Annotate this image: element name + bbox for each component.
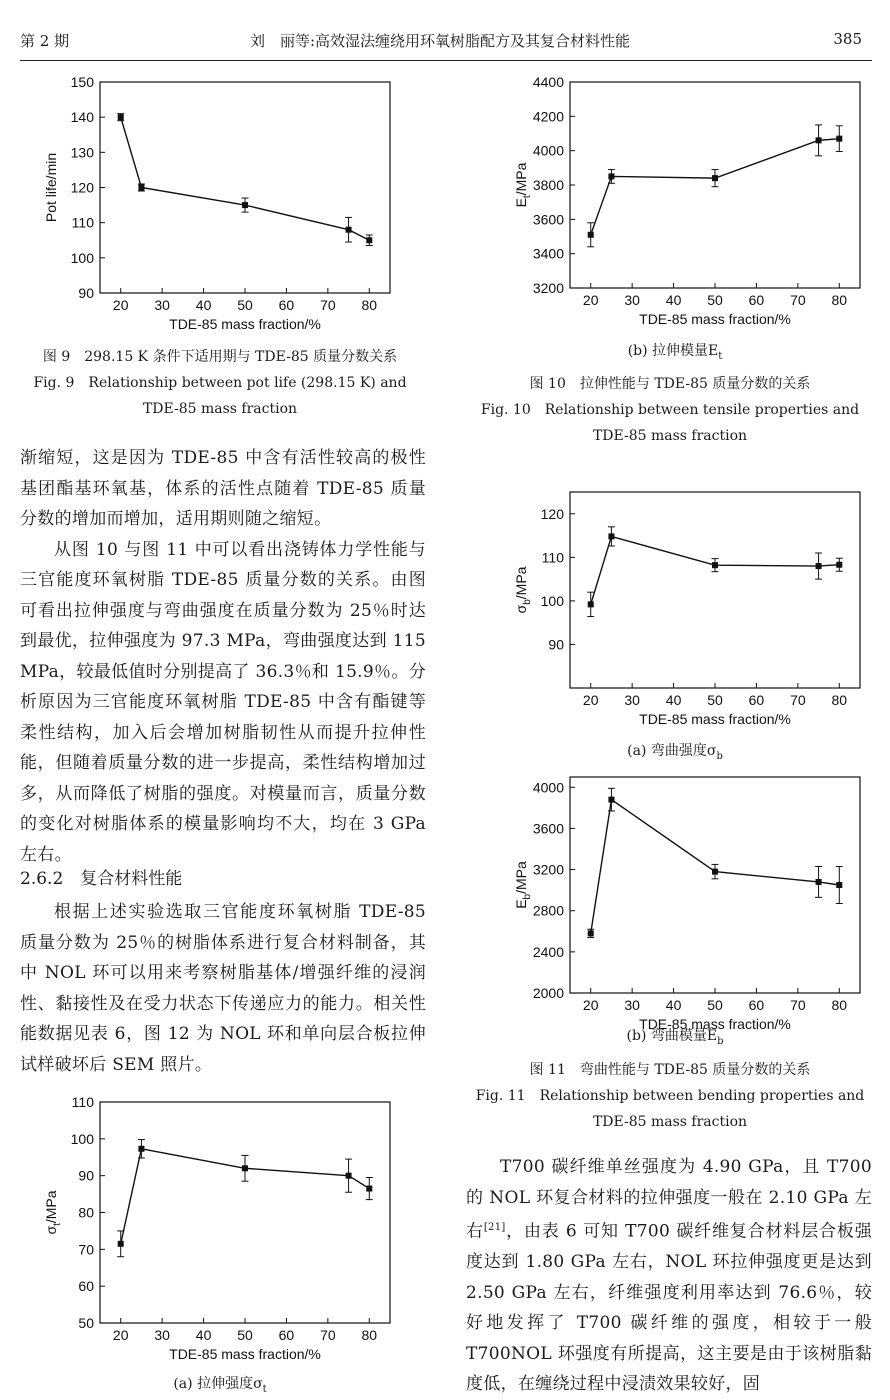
- x-tick-label: 50: [237, 1327, 253, 1343]
- fig11a-svg: [470, 480, 870, 740]
- header-rule: [20, 60, 872, 61]
- y-tick-label: 4400: [532, 74, 564, 90]
- fig9-caption-en-2: TDE-85 mass fraction: [142, 401, 298, 417]
- y-tick-label: 3600: [532, 211, 564, 228]
- x-tick-label: 50: [707, 292, 723, 308]
- y-tick-label: 80: [78, 1204, 94, 1221]
- y-tick-label: 50: [78, 1315, 94, 1331]
- x-tick-label: 70: [320, 1327, 336, 1343]
- data-point: [242, 202, 248, 208]
- data-point: [712, 869, 718, 875]
- x-tick-label: 20: [582, 997, 599, 1013]
- data-point: [712, 175, 718, 181]
- x-tick-label: 20: [112, 297, 129, 313]
- y-tick-label: 120: [70, 179, 94, 196]
- plot-frame: [570, 777, 860, 993]
- x-tick-label: 40: [665, 692, 682, 708]
- y-tick-label: 140: [70, 109, 94, 126]
- fig10-caption-cn: 图 10 拉伸性能与 TDE-85 质量分数的关系: [529, 376, 811, 392]
- y-tick-label: 100: [70, 249, 94, 266]
- x-tick-label: 30: [624, 997, 640, 1013]
- fig10a-svg: [0, 1090, 400, 1375]
- y-tick-label: 4200: [532, 108, 564, 125]
- x-tick-label: 40: [195, 297, 212, 313]
- fig11a-chart: [470, 480, 870, 740]
- y-tick-label: 100: [70, 1130, 94, 1147]
- paragraph-2: 从图 10 与图 11 中可以看出浇铸体力学性能与三官能度环氧树脂 TDE-85 质量分数的关系。由图可看出拉伸强度与弯曲强度在质量分数为 25％时达到最优，拉伸强度为 97.3 MPa，弯曲强度达到 115 MPa，较最低值时分别提高了 36.3％和 15.9％。分析原因为三官能度环氧树脂 TDE-85 中含有酯键等柔性结构，加入后会增加树脂韧性从而提升拉伸性能，但随着质量分数的进一步提高，柔性结构增加过多，从而降低了树脂的强度。对模量而言，质量分数的变化对树脂体系的模量影响均不大，均在 3 GPa 左右。: [20, 539, 426, 865]
- paragraph-3: 根据上述实验选取三官能度环氧树脂 TDE-85 质量分数为 25％的树脂体系进行复合材料制备，其中 NOL 环可以用来考察树脂基体/增强纤维的浸润性、黏接性及在受力状态下传递应力的能力。相关性能数据见表 6，图 12 为 NOL 环和单向层合板拉伸试样破坏后 SEM 照片。: [20, 902, 426, 1075]
- paragraph-1: 渐缩短，这是因为 TDE-85 中含有活性较高的极性基团酯基环氧基，体系的活性点随着 TDE-85 质量分数的增加而增加，适用期则随之缩短。: [20, 448, 426, 529]
- x-tick-label: 30: [154, 1327, 170, 1343]
- body-right: [466, 1152, 872, 1400]
- y-tick-label: 2800: [532, 902, 564, 919]
- x-tick-label: 20: [112, 1327, 129, 1343]
- body-left: [20, 443, 426, 870]
- x-tick-label: 30: [624, 692, 640, 708]
- x-tick-label: 30: [154, 297, 170, 313]
- data-point: [242, 1165, 248, 1171]
- y-tick-label: 110: [71, 214, 94, 231]
- fig9-caption-en-1: Fig. 9 Relationship between pot life (298.15 K) and: [33, 375, 407, 391]
- x-tick-label: 80: [831, 292, 848, 308]
- fig9-caption-cn: 图 9 298.15 K 条件下适用期与 TDE-85 质量分数关系: [42, 349, 398, 365]
- x-tick-label: 80: [831, 692, 848, 708]
- data-point: [366, 1186, 372, 1192]
- x-tick-label: 40: [665, 997, 682, 1013]
- y-tick-label: 3200: [532, 861, 564, 878]
- fig10a-chart: [0, 1090, 400, 1375]
- y-tick-label: 3800: [532, 177, 564, 193]
- plot-frame: [570, 492, 860, 688]
- x-tick-label: 60: [278, 297, 295, 313]
- fig10-caption-en-2: TDE-85 mass fraction: [592, 428, 748, 444]
- data-point: [816, 879, 822, 885]
- data-point: [346, 227, 352, 233]
- y-tick-label: 120: [540, 505, 564, 522]
- x-tick-label: 50: [707, 997, 723, 1013]
- y-tick-label: 130: [70, 144, 94, 161]
- running-header: [20, 22, 870, 50]
- data-point: [346, 1173, 352, 1179]
- data-point: [608, 533, 614, 539]
- data-point: [118, 114, 124, 120]
- fig10b-svg: [470, 70, 870, 340]
- plot-frame: [100, 1102, 390, 1323]
- x-tick-label: 60: [748, 692, 765, 708]
- x-tick-label: 40: [665, 292, 682, 308]
- fig11-caption-en-1: Fig. 11 Relationship between bending properties and: [475, 1088, 865, 1104]
- y-tick-label: 100: [540, 592, 564, 609]
- page-number: 385: [833, 30, 862, 48]
- data-point: [588, 601, 594, 607]
- x-tick-label: 80: [361, 297, 378, 313]
- section-heading: 2.6.2 复合材料性能: [20, 869, 183, 889]
- x-tick-label: 50: [707, 692, 723, 708]
- y-tick-label: 90: [78, 285, 94, 301]
- x-tick-label: 60: [748, 997, 765, 1013]
- y-axis-label: $E_b$/MPa: [513, 861, 533, 909]
- data-point: [138, 185, 144, 191]
- data-point: [836, 882, 842, 888]
- x-axis-label: TDE-85 mass fraction/%: [169, 316, 321, 332]
- fig11a-subcaption: (a) 弯曲强度$\sigma_b$: [627, 743, 723, 762]
- fig10a-subcaption: (a) 拉伸强度$\sigma_t$: [173, 1376, 267, 1395]
- fig9-svg: [0, 70, 400, 345]
- citation-ref: [21]: [483, 1222, 506, 1233]
- y-tick-label: 70: [78, 1241, 94, 1258]
- x-tick-label: 70: [790, 692, 806, 708]
- data-point: [138, 1146, 144, 1152]
- series-line: [121, 117, 370, 240]
- x-tick-label: 80: [361, 1327, 378, 1343]
- data-point: [118, 1241, 124, 1247]
- fig11-caption-en-2: TDE-85 mass fraction: [592, 1114, 748, 1130]
- x-tick-label: 70: [790, 997, 806, 1013]
- y-axis-label: Pot life/min: [43, 152, 59, 223]
- article-title: 刘 丽等:高效湿法缠绕用环氧树脂配方及其复合材料性能: [250, 32, 631, 50]
- y-tick-label: 4000: [532, 779, 564, 796]
- x-tick-label: 60: [748, 292, 765, 308]
- y-tick-label: 3200: [532, 280, 564, 296]
- body-left-2: [20, 897, 426, 1080]
- x-axis-label: TDE-85 mass fraction/%: [639, 711, 791, 727]
- fig9-caption: [0, 344, 440, 422]
- y-axis-label: $\sigma_t$/MPa: [43, 1190, 63, 1235]
- data-point: [366, 237, 372, 243]
- x-tick-label: 70: [320, 297, 336, 313]
- data-point: [816, 563, 822, 569]
- data-point: [836, 136, 842, 142]
- data-point: [608, 173, 614, 179]
- fig11b-subcaption: (b) 弯曲模量$E_b$: [626, 1028, 724, 1047]
- x-tick-label: 20: [582, 292, 599, 308]
- x-tick-label: 70: [790, 292, 806, 308]
- y-tick-label: 90: [78, 1167, 94, 1184]
- issue-number: 第 2 期: [20, 32, 70, 50]
- data-point: [816, 137, 822, 143]
- fig10b-subcaption: (b) 拉伸模量$E_t$: [627, 343, 723, 362]
- x-tick-label: 80: [831, 997, 848, 1013]
- y-tick-label: 110: [71, 1094, 94, 1110]
- x-tick-label: 60: [278, 1327, 295, 1343]
- fig10-caption: [470, 371, 870, 449]
- fig10b-chart: [470, 70, 870, 340]
- data-point: [588, 232, 594, 238]
- paragraph-4: T700 碳纤维单丝强度为 4.90 GPa，且 T700 的 NOL 环复合材料的拉伸强度一般在 2.10 GPa 左右[21]，由表 6 可知 T700 碳纤维复合材料层合板强度达到 1.80 GPa 左右，NOL 环拉伸强度更是达到 2.50 GPa 左右，纤维强度利用率达到 76.6％，较好地发挥了 T700 碳纤维的强度，相较于一般 T700NOL 环强度有所提高，这主要是由于该树脂黏度低，在缠绕过程中浸渍效果较好，固: [466, 1157, 872, 1395]
- fig9-chart: [0, 70, 400, 345]
- y-tick-label: 2400: [532, 943, 564, 960]
- x-axis-label: TDE-85 mass fraction/%: [639, 1016, 791, 1032]
- y-axis-label: $\sigma_b$/MPa: [513, 566, 533, 614]
- fig11b-svg: [470, 765, 870, 1045]
- data-point: [588, 930, 594, 936]
- data-point: [712, 562, 718, 568]
- y-tick-label: 60: [78, 1278, 94, 1295]
- y-tick-label: 3600: [532, 820, 564, 837]
- fig11-caption-cn: 图 11 弯曲性能与 TDE-85 质量分数的关系: [529, 1062, 811, 1078]
- x-tick-label: 30: [624, 292, 640, 308]
- fig11b-chart: [470, 765, 870, 1045]
- data-point: [836, 562, 842, 568]
- x-tick-label: 50: [237, 297, 253, 313]
- data-point: [608, 797, 614, 803]
- y-tick-label: 90: [548, 636, 564, 653]
- y-axis-label: $E_t$/MPa: [513, 162, 533, 208]
- y-tick-label: 3400: [532, 245, 564, 262]
- fig10-caption-en-1: Fig. 10 Relationship between tensile properties and: [480, 402, 860, 418]
- x-tick-label: 20: [582, 692, 599, 708]
- x-tick-label: 40: [195, 1327, 212, 1343]
- y-tick-label: 4000: [532, 142, 564, 159]
- y-tick-label: 2000: [532, 985, 564, 1001]
- x-axis-label: TDE-85 mass fraction/%: [169, 1346, 321, 1362]
- y-tick-label: 150: [70, 74, 94, 90]
- y-tick-label: 110: [541, 549, 564, 566]
- fig11-caption: [460, 1057, 880, 1135]
- x-axis-label: TDE-85 mass fraction/%: [639, 311, 791, 327]
